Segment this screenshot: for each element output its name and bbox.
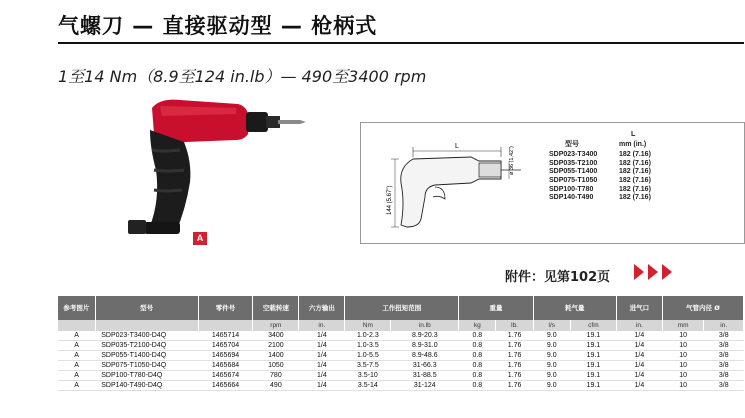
table-cell: 1465704: [198, 341, 253, 351]
page-subtitle: 1至14 Nm（8.9至124 in.lb）— 490至3400 rpm: [58, 67, 427, 86]
table-cell: 1050: [253, 361, 299, 371]
table-cell: 9.0: [533, 361, 570, 371]
table-cell: A: [58, 381, 95, 391]
col-part: 零件号: [198, 296, 253, 320]
height-dim-label: 144 (5.67"): [387, 185, 393, 215]
col-ref: 参考图片: [58, 296, 95, 320]
table-cell: 1/4: [616, 341, 662, 351]
table-cell: 1.76: [496, 331, 533, 341]
table-cell: 10: [662, 371, 704, 381]
table-row: [58, 361, 744, 371]
table-cell: 19.1: [570, 331, 616, 341]
table-cell: 0.8: [459, 381, 496, 391]
table-cell: 1/4: [616, 331, 662, 341]
dim-row: SDP055-T1400 182 (7.16): [549, 168, 651, 176]
table-cell: 1/4: [299, 341, 345, 351]
table-cell: SDP055-T1400-D4Q: [95, 351, 198, 361]
dimension-drawing: [361, 123, 546, 243]
table-cell: 1465714: [198, 331, 253, 341]
spec-table-body: [58, 331, 744, 391]
title-divider: [58, 42, 744, 44]
table-cell: 1/4: [616, 361, 662, 371]
table-cell: 0.8: [459, 341, 496, 351]
table-cell: 1.76: [496, 351, 533, 361]
dim-row: SDP100-T780 182 (7.16): [549, 185, 651, 193]
table-cell: 1465694: [198, 351, 253, 361]
table-cell: 1/4: [299, 361, 345, 371]
table-cell: 1.0-5.5: [345, 351, 391, 361]
table-cell: A: [58, 371, 95, 381]
table-cell: 3/8: [704, 371, 744, 381]
triple-arrow-icon: [634, 262, 676, 282]
table-cell: 9.0: [533, 331, 570, 341]
length-dim-label: L: [455, 143, 459, 150]
dim-row: SDP035-T2100 182 (7.16): [549, 159, 651, 167]
col-hose: 气管内径 Ø: [662, 296, 743, 320]
table-cell: SDP140-T490-D4Q: [95, 381, 198, 391]
table-cell: 1465684: [198, 361, 253, 371]
table-cell: 1.0-3.5: [345, 341, 391, 351]
table-cell: 19.1: [570, 371, 616, 381]
table-cell: 0.8: [459, 371, 496, 381]
table-cell: 490: [253, 381, 299, 391]
table-cell: 10: [662, 351, 704, 361]
table-cell: SDP075-T1050-D4Q: [95, 361, 198, 371]
table-cell: 3/8: [704, 341, 744, 351]
table-cell: A: [58, 341, 95, 351]
table-cell: 3/8: [704, 381, 744, 391]
table-cell: 10: [662, 331, 704, 341]
table-cell: 1/4: [616, 371, 662, 381]
table-cell: SDP035-T2100-D4Q: [95, 341, 198, 351]
units-row: rpm in. Nm in.lb kg lb. l/s cfm in. mm in.: [58, 320, 744, 331]
col-weight: 重量: [459, 296, 533, 320]
table-cell: 31-88.5: [391, 371, 459, 381]
dim-col-length: L: [631, 131, 636, 138]
page-title: 气螺刀 — 直接驱动型 — 枪柄式: [58, 14, 378, 38]
dim-row: SDP075-T1050 182 (7.16): [549, 176, 651, 184]
table-cell: 31-124: [391, 381, 459, 391]
table-cell: 8.9-31.0: [391, 341, 459, 351]
table-cell: 1/4: [299, 351, 345, 361]
screwdriver-photo: [120, 90, 320, 250]
col-model: 型号: [95, 296, 198, 320]
table-cell: 2100: [253, 341, 299, 351]
table-cell: 1.76: [496, 371, 533, 381]
table-cell: 780: [253, 371, 299, 381]
table-cell: 0.8: [459, 331, 496, 341]
spec-table: [58, 296, 744, 391]
table-cell: 1/4: [299, 371, 345, 381]
table-cell: 9.0: [533, 371, 570, 381]
table-cell: A: [58, 351, 95, 361]
table-row: [58, 381, 744, 391]
table-cell: 19.1: [570, 341, 616, 351]
table-row: [58, 371, 744, 381]
table-cell: A: [58, 361, 95, 371]
table-cell: 10: [662, 361, 704, 371]
table-cell: SDP100-T780-D4Q: [95, 371, 198, 381]
table-cell: SDP023-T3400-D4Q: [95, 331, 198, 341]
table-cell: 1.0-2.3: [345, 331, 391, 341]
table-cell: 1.76: [496, 361, 533, 371]
table-cell: 3400: [253, 331, 299, 341]
table-cell: 19.1: [570, 381, 616, 391]
table-cell: 1465674: [198, 371, 253, 381]
col-inlet: 进气口: [616, 296, 662, 320]
table-cell: 1400: [253, 351, 299, 361]
table-cell: 3/8: [704, 331, 744, 341]
table-row: [58, 331, 744, 341]
table-cell: 1/4: [299, 331, 345, 341]
table-cell: 1/4: [616, 381, 662, 391]
table-cell: 0.8: [459, 351, 496, 361]
table-cell: 9.0: [533, 351, 570, 361]
accessories-note: 附件：见第102页: [505, 270, 611, 285]
dim-row: SDP023-T3400 182 (7.16): [549, 151, 651, 159]
table-cell: 31-66.3: [391, 361, 459, 371]
col-torque: 工作扭矩范围: [345, 296, 459, 320]
table-cell: 3.5-10: [345, 371, 391, 381]
table-cell: 1.76: [496, 381, 533, 391]
table-cell: 1/4: [299, 381, 345, 391]
photo-label-badge: A: [193, 232, 207, 245]
table-cell: 1465664: [198, 381, 253, 391]
table-cell: 10: [662, 341, 704, 351]
table-row: [58, 341, 744, 351]
dimension-panel: [360, 122, 745, 244]
dim-col-model: 型号: [565, 140, 579, 148]
table-cell: 10: [662, 381, 704, 391]
table-cell: 1.76: [496, 341, 533, 351]
dim-col-unit: mm (in.): [619, 140, 647, 148]
table-row: [58, 351, 744, 361]
dimension-table: [549, 131, 669, 203]
table-cell: 8.9-20.3: [391, 331, 459, 341]
table-cell: 3.5-7.5: [345, 361, 391, 371]
table-cell: A: [58, 331, 95, 341]
table-cell: 3/8: [704, 361, 744, 371]
table-cell: 1/4: [616, 351, 662, 361]
table-cell: 8.9-48.6: [391, 351, 459, 361]
diameter-dim-label: ø 36 (1.42"): [509, 146, 515, 175]
col-hex: 六方输出: [299, 296, 345, 320]
table-cell: 0.8: [459, 361, 496, 371]
col-air: 耗气量: [533, 296, 616, 320]
table-cell: 9.0: [533, 341, 570, 351]
table-cell: 19.1: [570, 351, 616, 361]
col-speed: 空载转速: [253, 296, 299, 320]
table-cell: 3/8: [704, 351, 744, 361]
table-cell: 9.0: [533, 381, 570, 391]
dim-row: SDP140-T490 182 (7.16): [549, 194, 651, 202]
table-cell: 3.5-14: [345, 381, 391, 391]
table-cell: 19.1: [570, 361, 616, 371]
